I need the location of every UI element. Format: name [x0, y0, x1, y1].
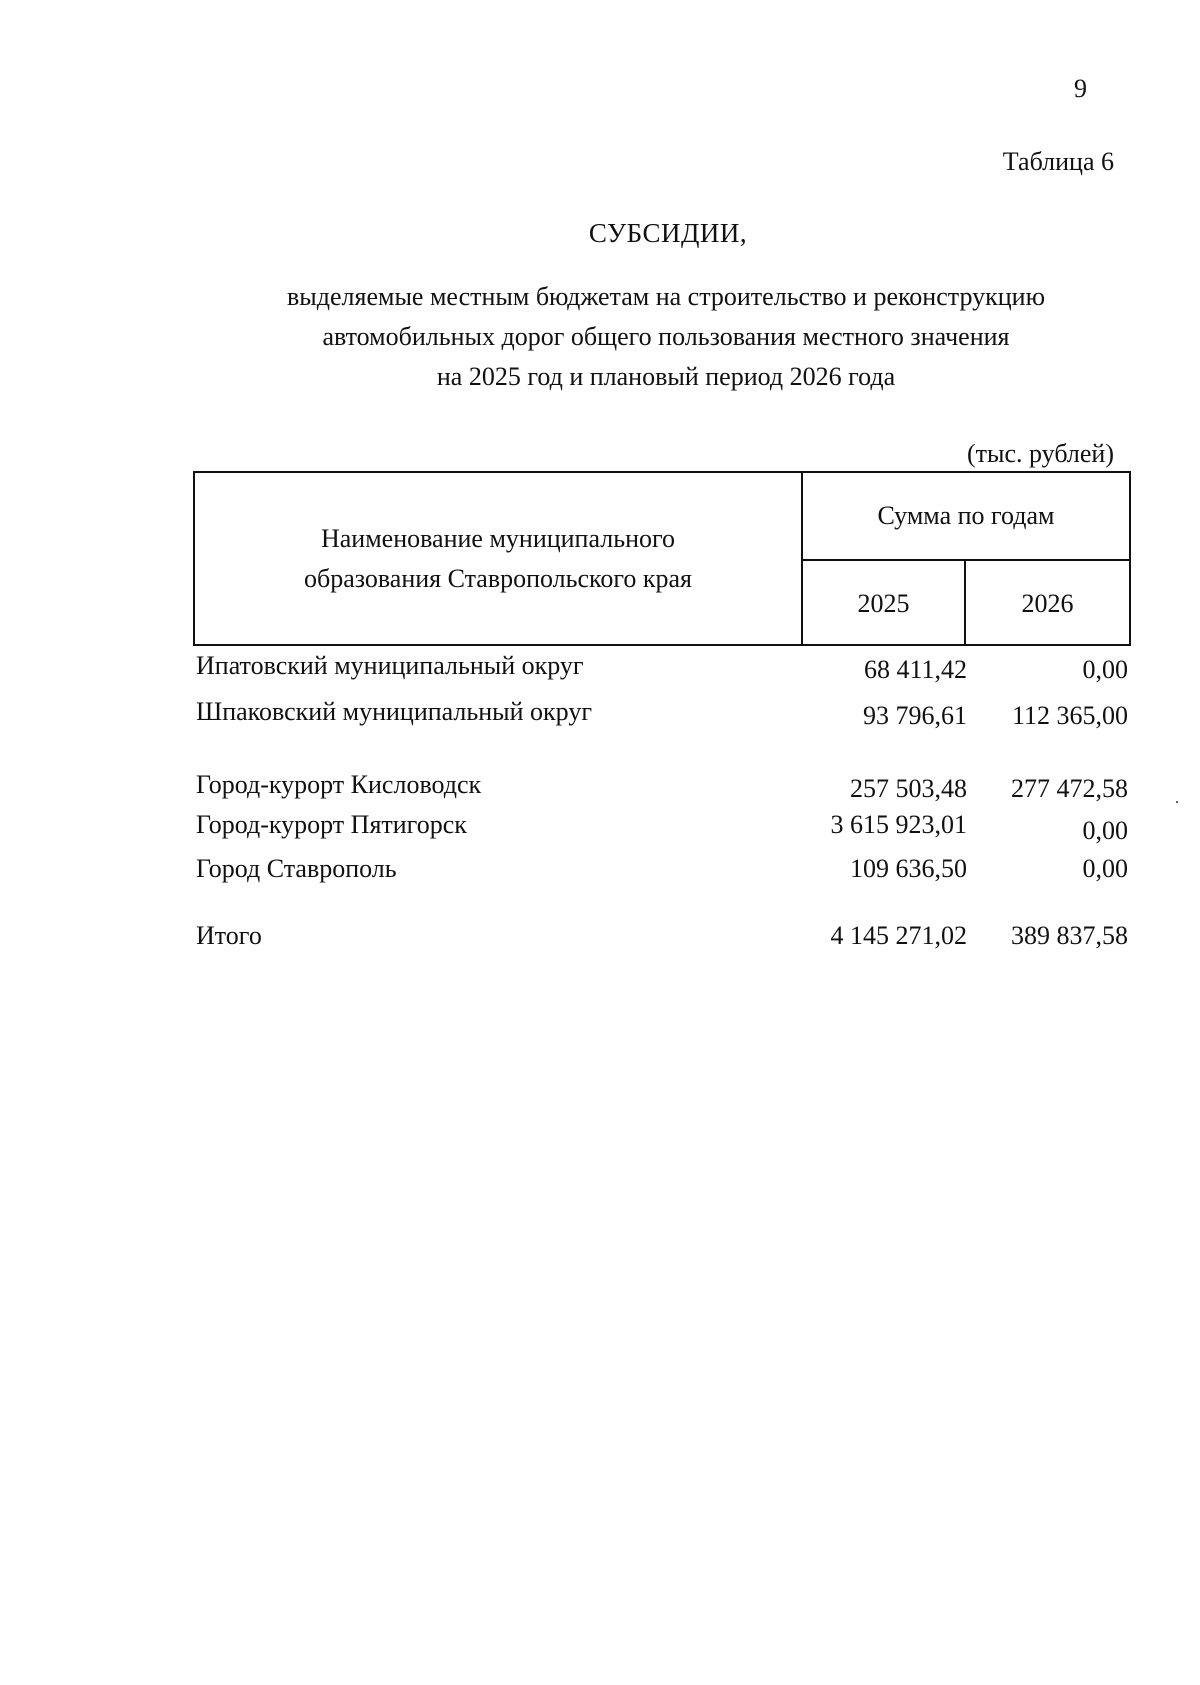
table-row — [196, 697, 1130, 733]
table-row — [196, 770, 1130, 806]
row-name: Город Ставрополь — [196, 854, 397, 883]
scan-speck — [1176, 801, 1178, 803]
page-number: 9 — [1074, 74, 1087, 103]
row-name: Ипатовский муниципальный округ — [196, 651, 584, 680]
subtitle-line: автомобильных дорог общего пользования местного значения — [322, 322, 1010, 351]
total-value-2026: 389 837,58 — [1011, 921, 1128, 950]
row-value-2026: 112 365,00 — [1011, 701, 1128, 730]
row-name: Шпаковский муниципальный округ — [196, 697, 592, 726]
table-row — [196, 854, 1130, 890]
row-name: Город-курорт Пятигорск — [196, 810, 467, 839]
document-title: СУБСИДИИ, — [588, 218, 748, 248]
row-value-2026: 0,00 — [1082, 655, 1128, 684]
header-year-2025: 2025 — [803, 561, 966, 646]
row-name: Город-курорт Кисловодск — [196, 770, 482, 799]
header-sum-by-years: Сумма по годам — [803, 473, 1129, 561]
document-subtitle — [186, 277, 1146, 397]
total-value-2025: 4 145 271,02 — [830, 921, 967, 950]
total-label: Итого — [196, 921, 262, 950]
table-header — [193, 471, 1131, 646]
row-value-2026: 0,00 — [1082, 816, 1128, 845]
row-value-2025: 68 411,42 — [863, 655, 967, 684]
row-value-2025: 257 503,48 — [850, 774, 967, 803]
table-row — [196, 810, 1130, 846]
total-row — [196, 921, 1130, 957]
table-label: Таблица 6 — [1002, 147, 1114, 176]
subtitle-line: выделяемые местным бюджетам на строительство и реконструкцию — [287, 282, 1045, 311]
header-name-line: Наименование муниципального — [320, 523, 676, 553]
units-label: (тыс. рублей) — [966, 439, 1114, 468]
header-year-2026: 2026 — [1021, 588, 1074, 618]
table-row — [196, 651, 1130, 687]
row-value-2026: 0,00 — [1082, 854, 1128, 883]
row-value-2025: 3 615 923,01 — [830, 810, 967, 839]
row-value-2025: 109 636,50 — [850, 854, 967, 883]
header-name-column — [195, 473, 803, 644]
header-name-line: образования Ставропольского края — [303, 563, 693, 593]
subtitle-line: на 2025 год и плановый период 2026 года — [436, 362, 896, 391]
row-value-2026: 277 472,58 — [1011, 774, 1128, 803]
row-value-2025: 93 796,61 — [863, 701, 967, 730]
